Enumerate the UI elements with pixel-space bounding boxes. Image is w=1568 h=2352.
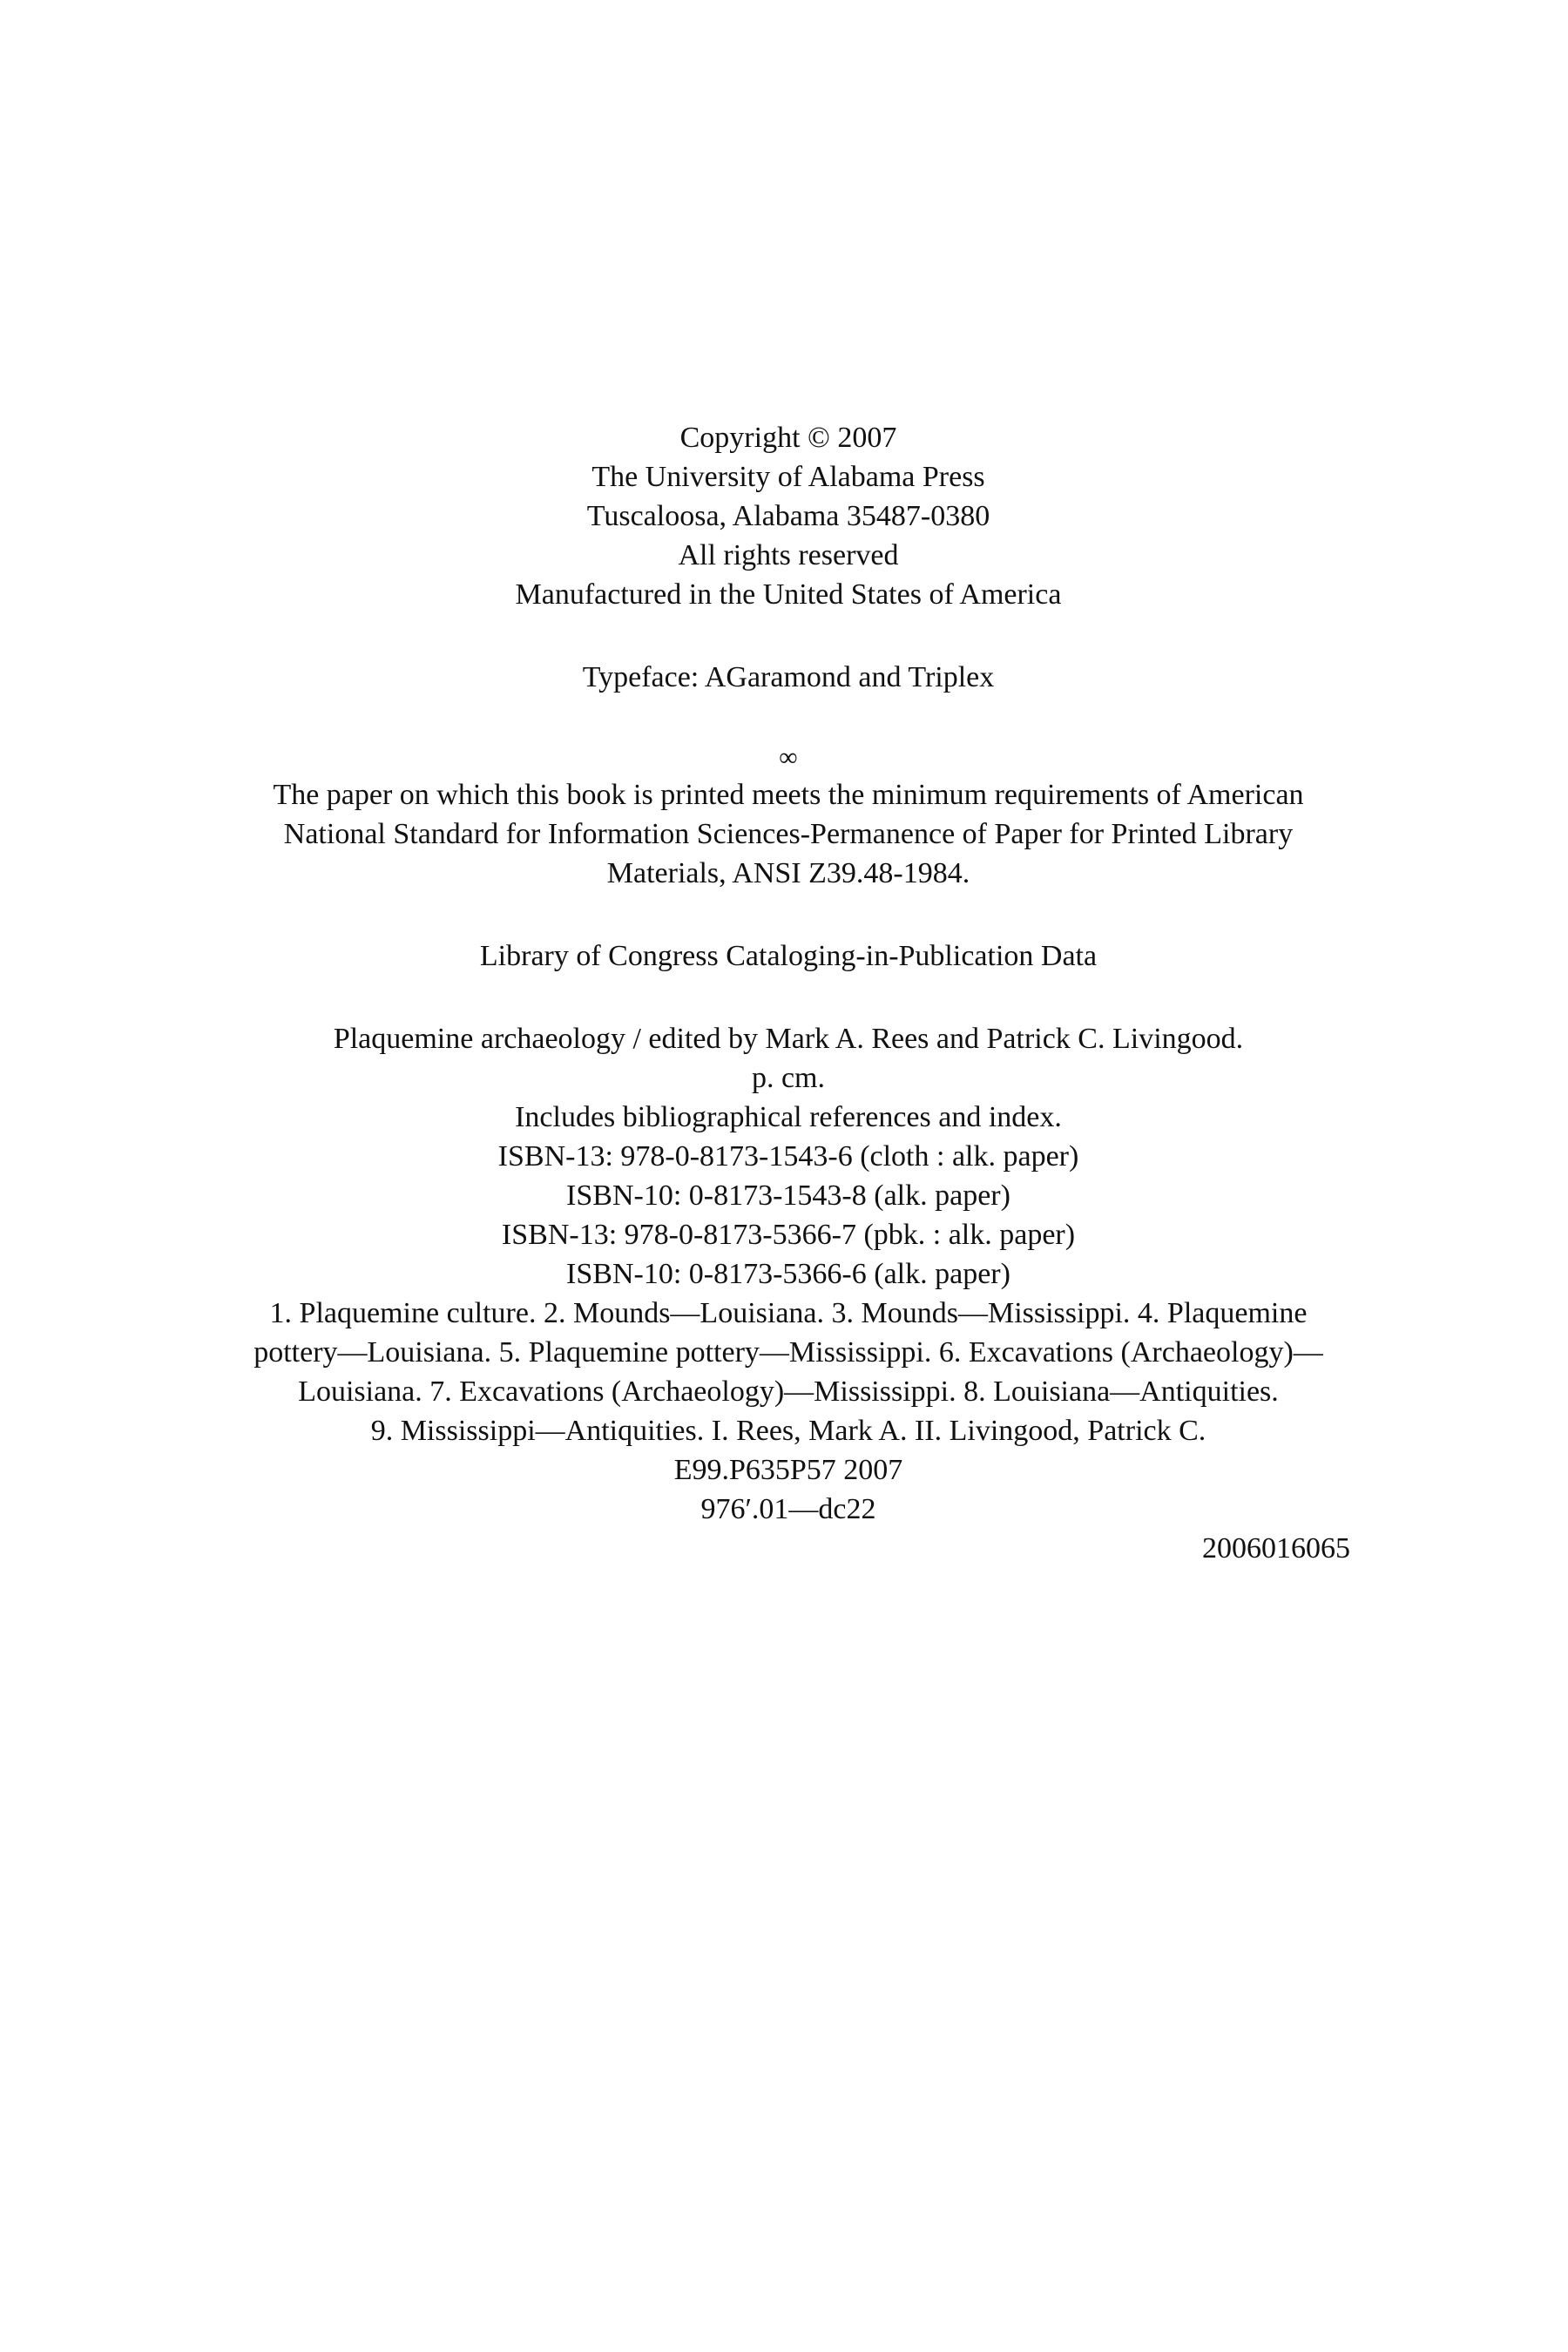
copyright-line: Copyright © 2007 [679, 422, 897, 454]
copyright-block [226, 418, 1350, 614]
cip-note-line: Includes bibliographical references and index. [515, 1101, 1062, 1133]
publisher-name: The University of Alabama Press [591, 461, 985, 493]
paper-statement-line: National Standard for Information Sciences-Permanence of Paper for Printed Library [283, 818, 1294, 850]
cip-subject-line: 9. Mississippi—Antiquities. I. Rees, Mark A. II. Livingood, Patrick C. [370, 1415, 1206, 1447]
cip-isbn-line: ISBN-10: 0-8173-5366-6 (alk. paper) [566, 1258, 1010, 1290]
cip-isbn-line: ISBN-13: 978-0-8173-5366-7 (pbk. : alk. paper) [501, 1219, 1076, 1251]
cip-dewey-number: 976′.01—dc22 [700, 1493, 876, 1525]
paper-statement-line: Materials, ANSI Z39.48-1984. [606, 857, 970, 889]
paper-statement-line: The paper on which this book is printed meets the minimum requirements of American [273, 779, 1304, 811]
typeface-block [226, 658, 1350, 697]
cip-subject-line: pottery—Louisiana. 5. Plaquemine pottery—Mississippi. 6. Excavations (Archaeology)— [253, 1336, 1323, 1369]
cip-subject-line: Louisiana. 7. Excavations (Archaeology)—Mississippi. 8. Louisiana—Antiquities. [298, 1375, 1279, 1408]
cip-physical-line: p. cm. [751, 1062, 826, 1094]
cip-isbn-line: ISBN-13: 978-0-8173-1543-6 (cloth : alk. paper) [497, 1140, 1079, 1173]
rights-statement: All rights reserved [678, 539, 899, 571]
cip-heading-block [226, 936, 1350, 976]
cip-isbn-line: ISBN-10: 0-8173-1543-8 (alk. paper) [566, 1179, 1010, 1212]
cip-heading: Library of Congress Cataloging-in-Publication Data [479, 940, 1098, 972]
cip-record [226, 1019, 1350, 1529]
lccn-number: 2006016065 [1202, 1532, 1350, 1565]
publisher-address: Tuscaloosa, Alabama 35487-0380 [586, 500, 990, 532]
infinity-icon: ∞ [779, 743, 798, 772]
cip-title-line: Plaquemine archaeology / edited by Mark A. Rees and Patrick C. Livingood. [333, 1023, 1244, 1055]
typeface-line: Typeface: AGaramond and Triplex [582, 661, 995, 693]
manufacture-statement: Manufactured in the United States of America [515, 578, 1062, 611]
cip-call-number: E99.P635P57 2007 [673, 1454, 903, 1486]
cip-subject-line: 1. Plaquemine culture. 2. Mounds—Louisiana. 3. Mounds—Mississippi. 4. Plaquemine [269, 1297, 1308, 1329]
paper-block [226, 740, 1350, 893]
